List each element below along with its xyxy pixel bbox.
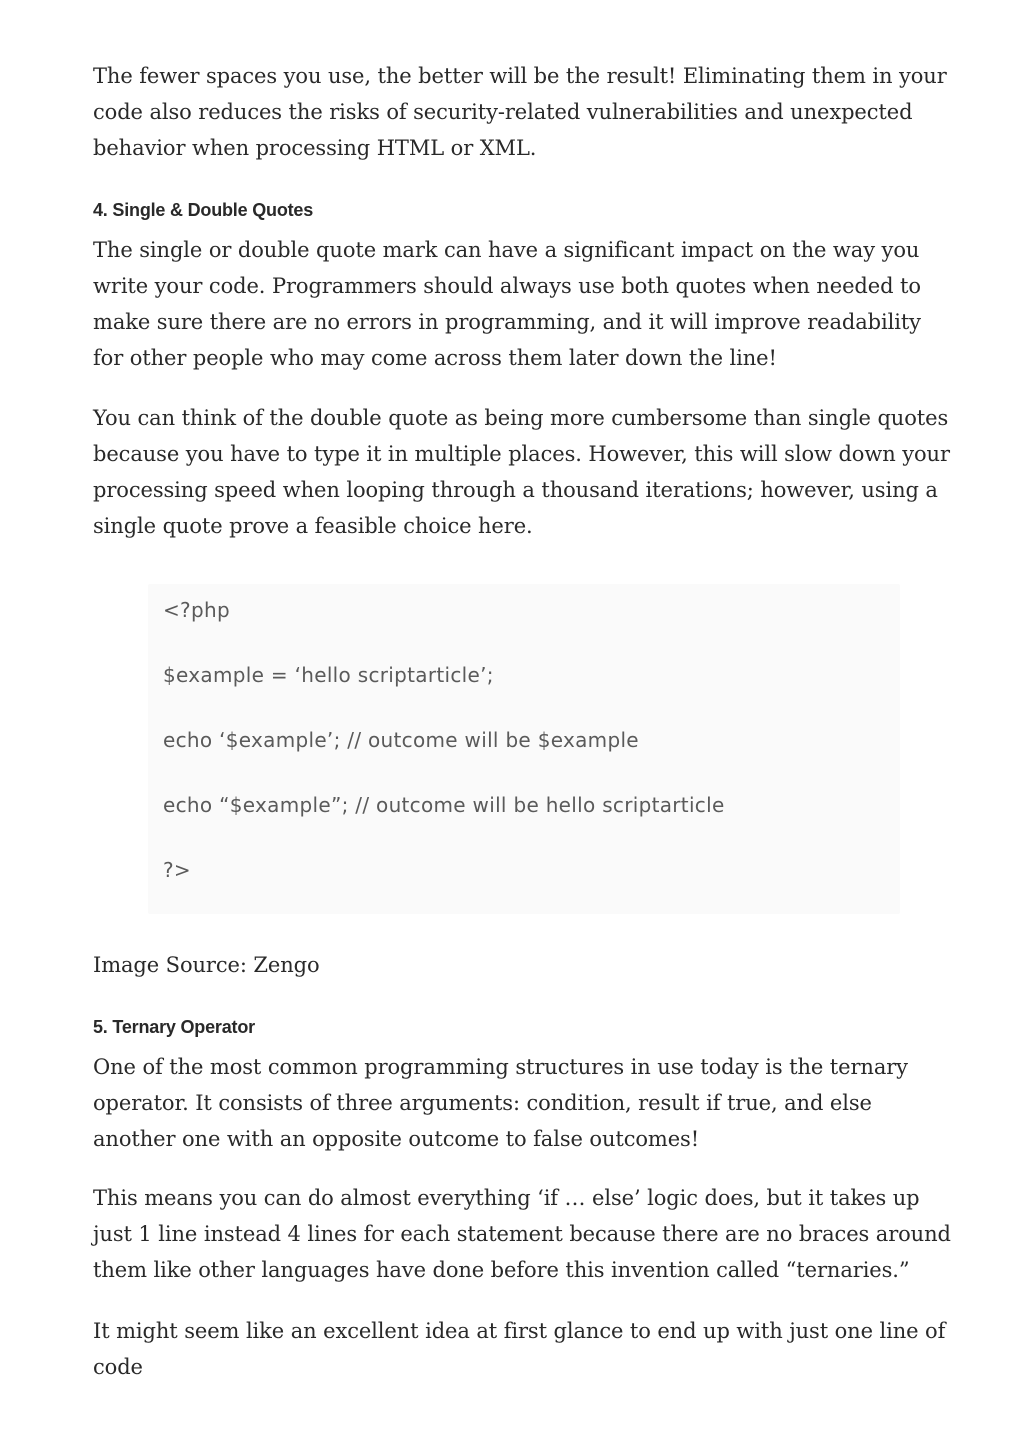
- image-source-caption: Image Source: Zengo: [93, 953, 320, 977]
- code-line: <?php: [163, 598, 230, 622]
- paragraph-double-quote-cumbersome: You can think of the double quote as being more cumbersome than single quotes because you have to type it in multiple places. However, this will slow down your processing speed when looping through a thousand iterations; however, using a single quote prove a feasible choice here.: [93, 406, 950, 538]
- code-line: $example = ‘hello scriptarticle’;: [163, 663, 494, 687]
- heading-single-double-quotes: 4. Single & Double Quotes: [93, 200, 314, 220]
- php-code-example-image: [148, 584, 900, 914]
- paragraph-spaces: The fewer spaces you use, the better will be the result! Eliminating them in your code also reduces the risks of security-related vulnerabilities and unexpected behavior when processing HTML or XML.: [93, 64, 947, 160]
- paragraph-ternary-intro: One of the most common programming structures in use today is the ternary operator. It consists of three arguments: condition, result if true, and else another one with an opposite outcome to false outcomes!: [93, 1055, 908, 1151]
- code-line: ?>: [163, 858, 191, 882]
- heading-ternary-operator: 5. Ternary Operator: [93, 1017, 255, 1037]
- paragraph-quote-impact: The single or double quote mark can have a significant impact on the way you write your code. Programmers should always use both quotes when needed to make sure there are no errors in programming, and it will improve readability for other people who may come across them later down the line!: [93, 238, 921, 370]
- paragraph-ternary-excellent-idea: It might seem like an excellent idea at first glance to end up with just one line of code: [93, 1319, 946, 1379]
- code-line: echo “$example”; // outcome will be hello scriptarticle: [163, 793, 725, 817]
- code-line: echo ‘$example’; // outcome will be $example: [163, 728, 639, 752]
- paragraph-ternary-one-line: This means you can do almost everything ‘if … else’ logic does, but it takes up just 1 line instead 4 lines for each statement because there are no braces around them like other languages have done before this invention called “ternaries.”: [93, 1186, 951, 1282]
